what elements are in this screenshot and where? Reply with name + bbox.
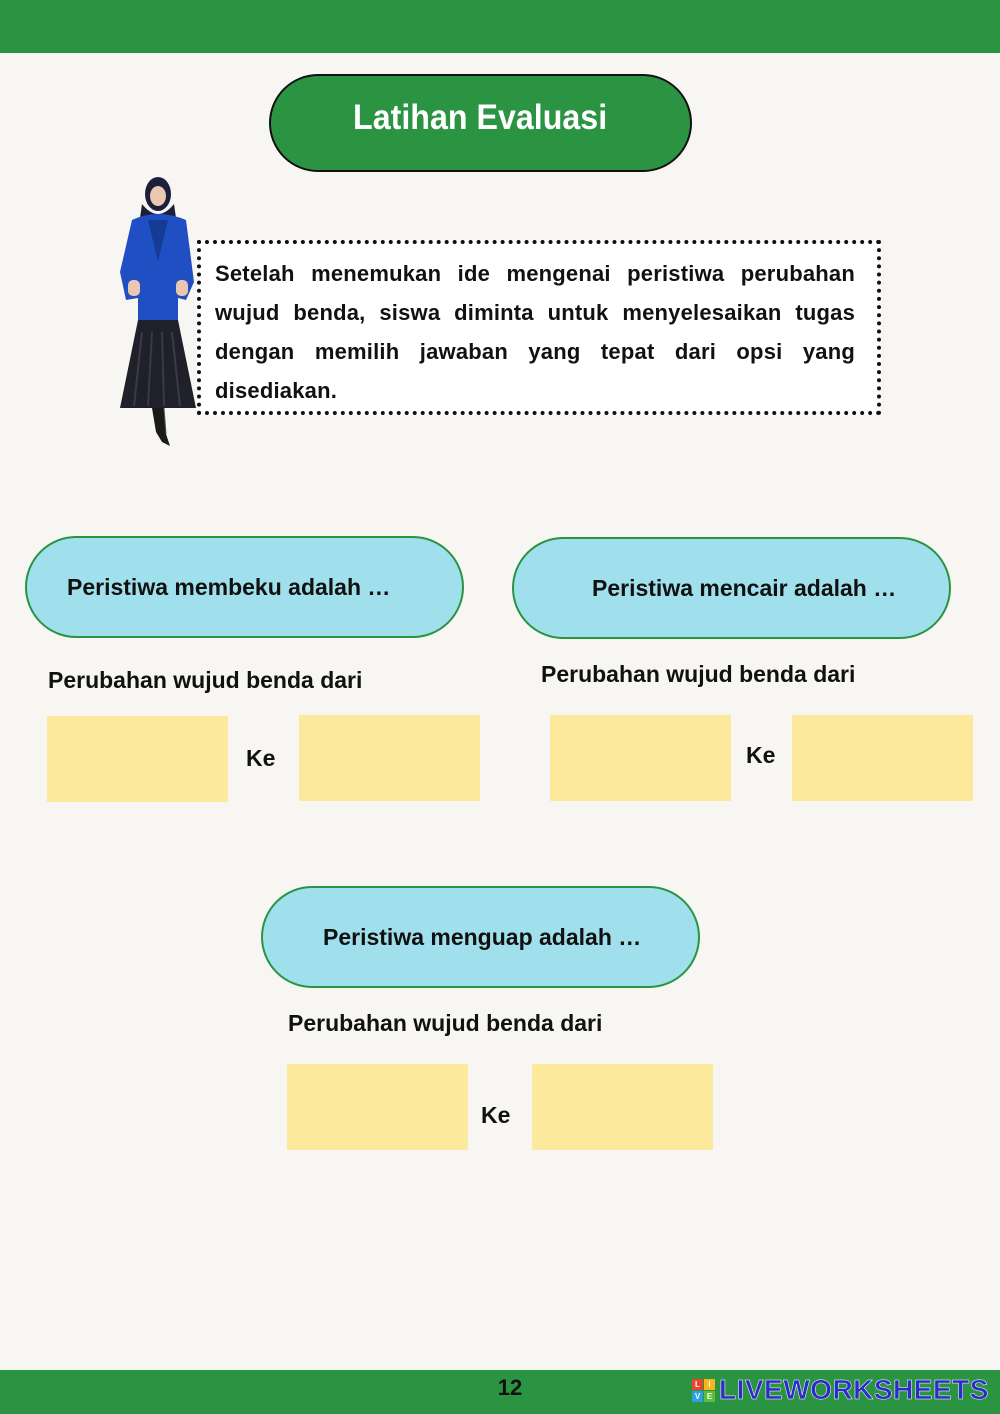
logo-icon: L I V E [692, 1379, 715, 1402]
question-membeku-pill [25, 536, 464, 638]
mencair-from-answer-box[interactable] [550, 715, 731, 801]
student-illustration [112, 172, 204, 452]
question-mencair-prompt: Perubahan wujud benda dari [541, 661, 856, 687]
membeku-to-answer-box[interactable] [299, 715, 480, 801]
liveworksheets-logo [692, 1374, 989, 1406]
question-menguap-prompt: Perubahan wujud benda dari [288, 1010, 603, 1036]
membeku-from-answer-box[interactable] [47, 716, 228, 802]
page-number: 12 [497, 1375, 523, 1400]
logo-text: LIVEWORKSHEETS [719, 1374, 989, 1405]
question-mencair-text: Peristiwa mencair adalah … [592, 574, 897, 601]
question-membeku-prompt: Perubahan wujud benda dari [48, 667, 363, 693]
question-menguap-text: Peristiwa menguap adalah … [323, 923, 642, 950]
membeku-connector: Ke [246, 745, 276, 771]
top-banner [0, 0, 1000, 53]
menguap-connector: Ke [481, 1102, 511, 1128]
question-membeku-text: Peristiwa membeku adalah … [67, 573, 391, 600]
mencair-to-answer-box[interactable] [792, 715, 973, 801]
instruction-box [197, 240, 881, 415]
menguap-from-answer-box[interactable] [287, 1064, 468, 1150]
title-banner [269, 74, 692, 172]
menguap-to-answer-box[interactable] [532, 1064, 713, 1150]
instruction-text: Setelah menemukan ide mengenai peristiwa perubahan wujud benda, siswa diminta untuk menyelesaikan tugas dengan memilih jawaban yang tepat dari opsi yang disediakan. [215, 261, 855, 403]
question-mencair-pill [512, 537, 951, 639]
mencair-connector: Ke [746, 742, 776, 768]
page-title: Latihan Evaluasi [353, 98, 608, 137]
question-menguap-pill [261, 886, 700, 988]
